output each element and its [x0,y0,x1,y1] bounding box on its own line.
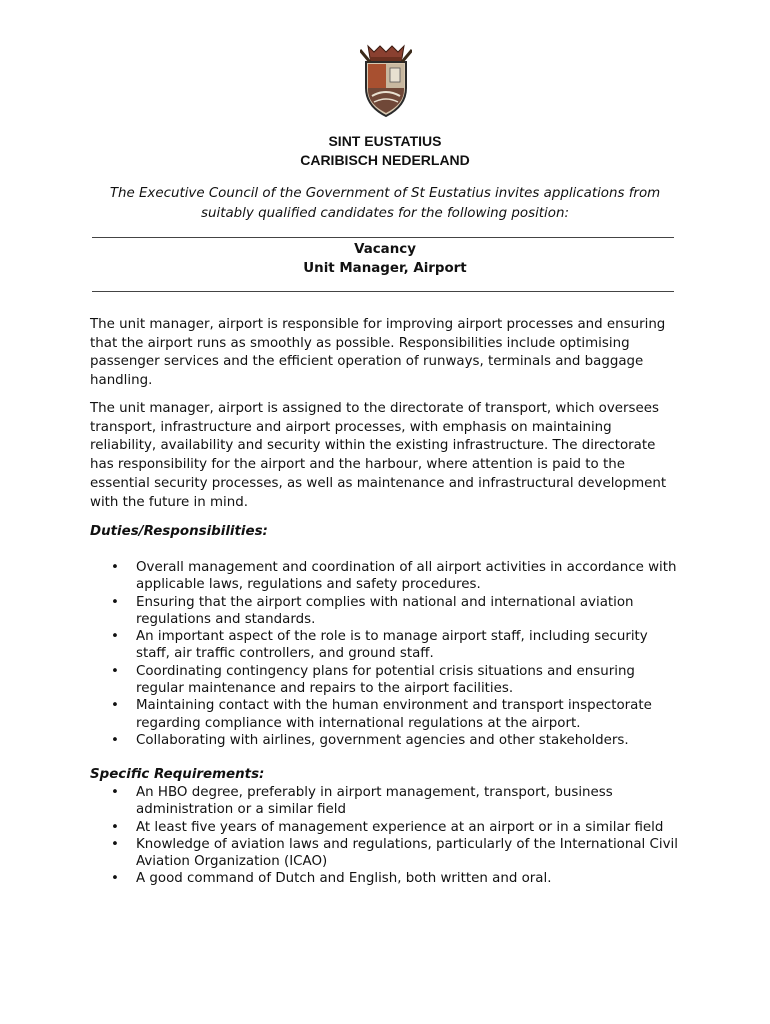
list-item: • Collaborating with airlines, government agencies and other stakeholders. [111,732,629,748]
duties-list [90,559,680,749]
bullet-icon: • [111,594,119,610]
header-title-line1: SINT EUSTATIUS [328,133,442,149]
list-item: • An important aspect of the role is to manage airport staff, including security staff, air traffic controllers, and ground staff. [111,629,648,662]
divider-bottom [92,291,674,292]
requirements-heading: Specific Requirements: [90,767,265,782]
vacancy-position: Unit Manager, Airport [303,261,467,276]
bullet-icon: • [111,629,119,645]
bullet-icon: • [111,785,119,800]
list-item: • Overall management and coordination of all airport activities in accordance with applicable laws, regulations and safety procedures. [111,560,677,593]
bullet-icon: • [111,698,119,714]
bullet-icon: • [111,560,119,575]
bullet-icon: • [111,836,119,852]
coat-of-arms-logo [360,44,412,120]
bullet-icon: • [111,871,119,887]
list-item: • Maintaining contact with the human environment and transport inspectorate regarding compliance with international regulations at the airport. [111,698,652,731]
header-title-line2: CARIBISCH NEDERLAND [300,152,470,168]
vacancy-label: Vacancy [354,242,416,257]
paragraph-directorate: The unit manager, airport is assigned to the directorate of transport, which oversees transport, infrastructure and airport processes, with emphasis on maintaining reliability, availability and security within the existing infrastructure. The directorate has responsibility for the airport and the harbour, where attention is paid to the essential security processes, as well as maintenance and infrastructural development with the future in mind. [90,401,667,510]
intro-line1: The Executive Council of the Government of St Eustatius invites applications from [109,186,661,201]
list-item: • Ensuring that the airport complies with national and international aviation regulations and standards. [111,594,634,627]
duties-heading: Duties/Responsibilities: [90,524,268,539]
requirements-list [90,784,680,888]
bullet-icon: • [111,663,119,679]
intro-line2: suitably qualified candidates for the following position: [201,206,569,221]
bullet-icon: • [111,819,119,835]
list-item: • At least five years of management experience at an airport or in a similar field [111,819,664,835]
paragraph-role-summary: The unit manager, airport is responsible for improving airport processes and ensuring that the airport runs as smoothly as possible. Responsibilities include optimising passenger services and the efficient operation of runways, terminals and baggage handling. [90,317,666,389]
bullet-icon: • [111,732,119,748]
list-item: • A good command of Dutch and English, both written and oral. [111,871,552,887]
list-item: • An HBO degree, preferably in airport management, transport, business administration or a similar field [111,785,613,818]
divider-top [92,237,674,238]
list-item: • Knowledge of aviation laws and regulations, particularly of the International Civil Aviation Organization (ICAO) [111,836,678,870]
list-item: • Coordinating contingency plans for potential crisis situations and ensuring regular maintenance and repairs to the airport facilities. [111,663,635,697]
